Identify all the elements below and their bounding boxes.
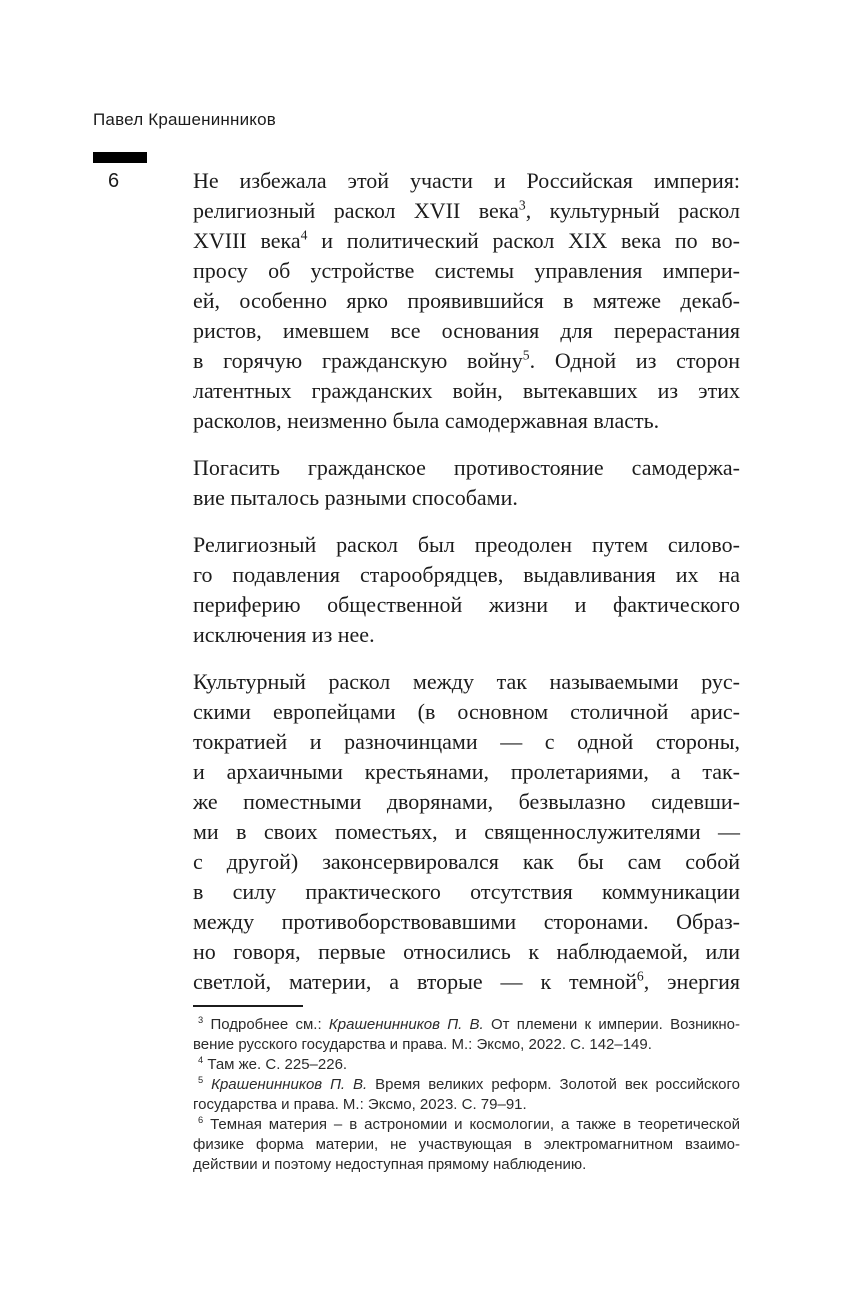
paragraph: Не избежала этой участи и Российская империя: религиозный раскол XVII века$^3$, культурный раскол XVIII века$^4$ и политический раскол XIX века по во- просу об устройстве системы управления импери- ей, особенно ярко проявившийся в мятеже декаб- ристов, имевшем все основания для перерастания в горячую гражданскую войну$^5$. Одной из сторон латентных гражданских войн, вытекавших из этих расколов, неизменно была самодержавная власть. bbox=[193, 168, 740, 433]
paragraph: Религиозный раскол был преодолен путем силово- го подавления старообрядцев, выдавливания их на периферию общественной жизни и фактического исключения из нее. bbox=[193, 532, 740, 647]
footnote-reference: 5 bbox=[522, 347, 530, 363]
body-text bbox=[193, 166, 740, 1014]
footnote-reference: 6 bbox=[198, 1115, 204, 1125]
footnote-reference: 5 bbox=[198, 1075, 204, 1085]
header-accent-bar bbox=[93, 152, 147, 163]
page-number: 6 bbox=[108, 170, 120, 192]
paragraph: Культурный раскол между так называемыми рус- скими европейцами (в основном столичной арис- тократией и разночинцами — с одной стороны, и архаичными крестьянами, пролетариями, а так- же поместными дворянами, безвылазно сидевши- ми в своих поместьях, и священнослужителями — с другой) законсервировался как бы сам собой в силу практического отсутствия коммуникации между противоборствовавшими сторонами. Образ- но говоря, первые относились к наблюдаемой, или светлой, материи, а вторые — к темной$^6$, энергия bbox=[193, 669, 740, 994]
running-header-author: Павел Крашенинников bbox=[93, 110, 277, 129]
footnote-reference: 3 bbox=[518, 197, 526, 213]
footnote-separator-rule bbox=[193, 1005, 303, 1007]
paragraph: Погасить гражданское противостояние самодержа- вие пыталось разными способами. bbox=[193, 455, 740, 510]
footnote-reference: 3 bbox=[198, 1015, 204, 1025]
footnote-item: $^6$ Темная материя – в астрономии и космологии, а также в теоретической физике форма материи, не участвующая в электромагнитном взаимо- действии и поэтому недоступная прямому наблюдению. bbox=[193, 1115, 740, 1173]
footnote-item: $^4$ Там же. С. 225–226. bbox=[198, 1055, 348, 1073]
footnote-reference: 6 bbox=[636, 968, 644, 984]
footnote-item: $^5$ Крашенинников П. В. Время великих реформ. Золотой век российского государства и права. М.: Эксмо, 2023. С. 79–91. bbox=[193, 1075, 741, 1113]
footnote-list bbox=[193, 1015, 740, 1175]
footnote-reference: 4 bbox=[198, 1055, 204, 1065]
footnote-reference: 4 bbox=[300, 227, 308, 243]
footnote-item: $^3$ Подробнее см.: Крашенинников П. В. От племени к империи. Возникно- вение русского государства и права. М.: Эксмо, 2022. С. 142–149. bbox=[193, 1015, 740, 1053]
